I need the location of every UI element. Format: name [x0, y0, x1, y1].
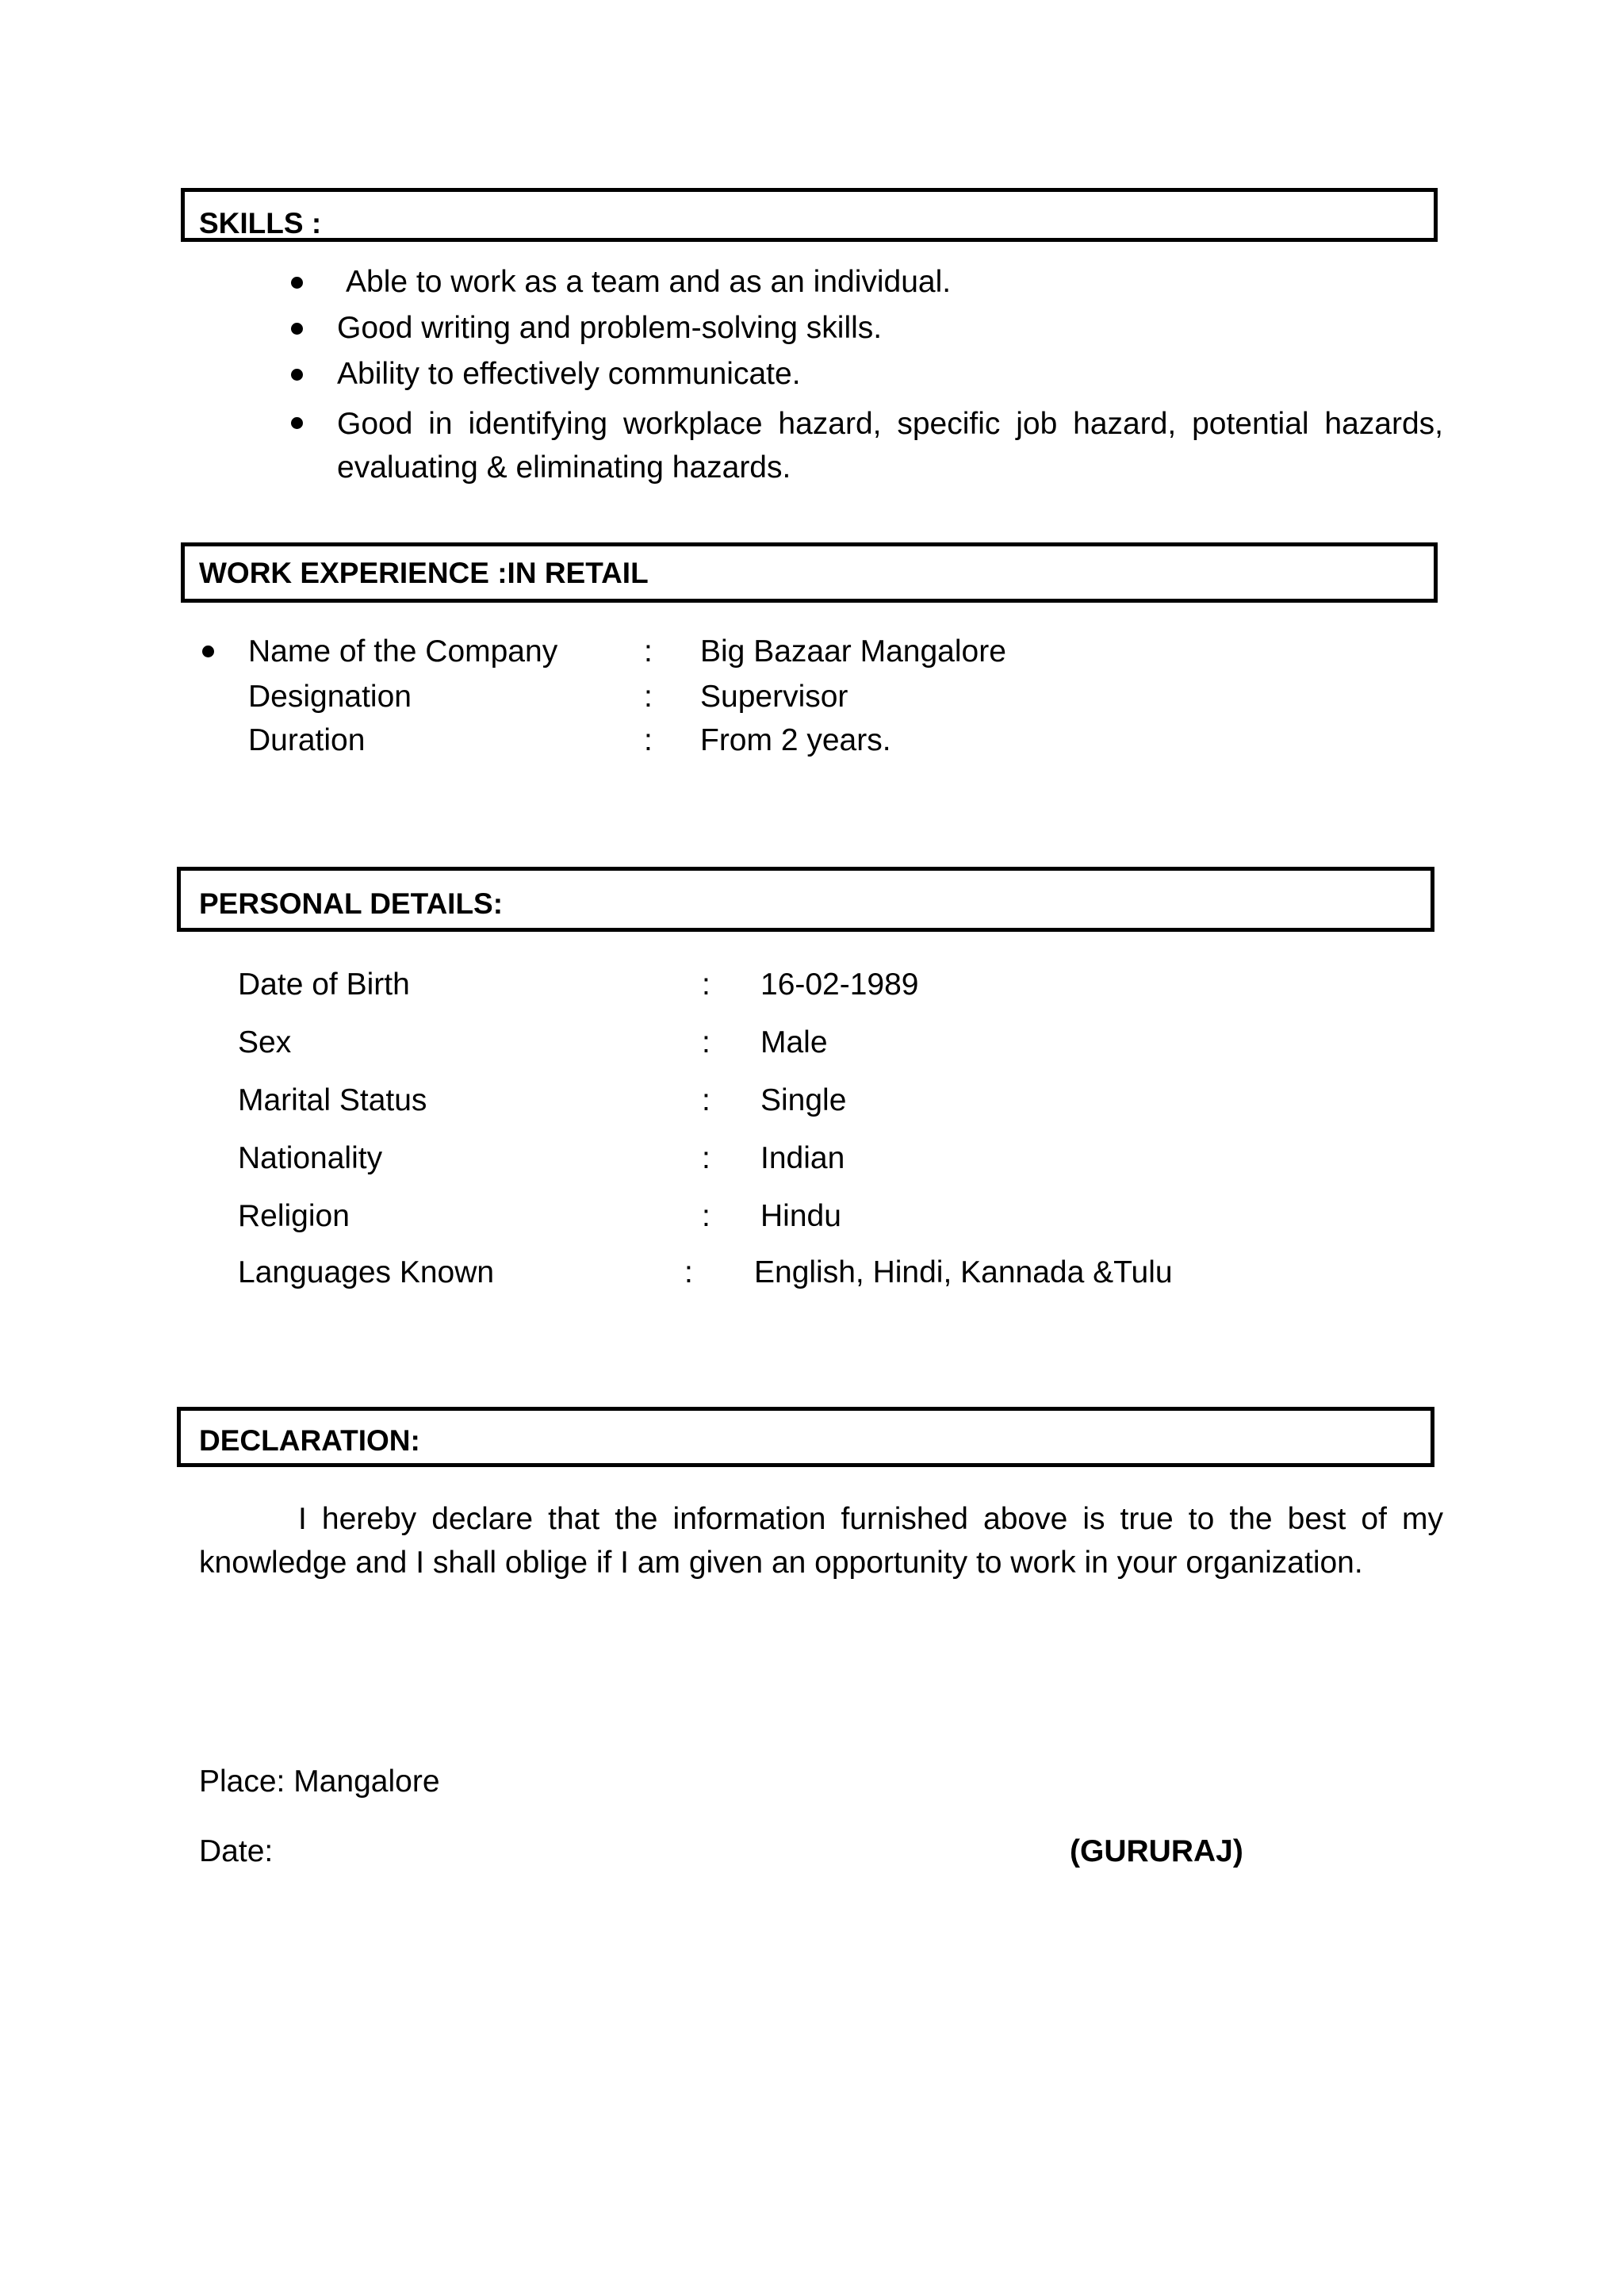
- work-label: Name of the Company: [248, 634, 558, 669]
- signature-name: (GURURAJ): [1070, 1834, 1243, 1868]
- date-line: Date:: [199, 1834, 274, 1868]
- skills-title: SKILLS :: [199, 207, 322, 239]
- skill-item: Good in identifying workplace hazard, specific job hazard, potential hazards, evaluating & eliminating hazards.: [337, 407, 1443, 485]
- skill-item: Able to work as a team and as an individual.: [346, 265, 952, 299]
- personal-value: Indian: [760, 1141, 845, 1175]
- work-value: Supervisor: [700, 680, 848, 714]
- skill-item: Ability to effectively communicate.: [337, 357, 801, 391]
- personal-separator: :: [702, 1141, 710, 1175]
- personal-label: Date of Birth: [238, 967, 410, 1002]
- skills-header-box: [181, 188, 1438, 242]
- bullet-icon: [291, 369, 303, 381]
- work-separator: :: [644, 723, 653, 757]
- skill-item: Good writing and problem-solving skills.: [337, 311, 883, 345]
- personal-value: English, Hindi, Kannada &Tulu: [754, 1255, 1173, 1289]
- work-value: Big Bazaar Mangalore: [700, 634, 1006, 669]
- place-line: Place: Mangalore: [199, 1764, 440, 1799]
- bullet-icon: [291, 323, 303, 335]
- personal-separator: :: [702, 967, 710, 1002]
- personal-label: Sex: [238, 1025, 292, 1059]
- bullet-icon: [202, 646, 214, 657]
- declaration-text: I hereby declare that the information furnished above is true to the best of my knowledge and I shall oblige if I am given an opportunity to work in your organization.: [199, 1502, 1443, 1580]
- personal-details-title: PERSONAL DETAILS:: [199, 887, 504, 920]
- personal-separator: :: [684, 1255, 693, 1289]
- work-label: Designation: [248, 680, 412, 714]
- personal-separator: :: [702, 1025, 710, 1059]
- personal-label: Languages Known: [238, 1255, 495, 1289]
- personal-separator: :: [702, 1083, 710, 1117]
- personal-label: Marital Status: [238, 1083, 427, 1117]
- work-value: From 2 years.: [700, 723, 891, 757]
- work-experience-title: WORK EXPERIENCE :IN RETAIL: [199, 557, 649, 589]
- personal-value: 16-02-1989: [760, 967, 919, 1002]
- personal-label: Religion: [238, 1199, 350, 1233]
- bullet-icon: [291, 417, 303, 429]
- personal-value: Single: [760, 1083, 847, 1117]
- declaration-title: DECLARATION:: [199, 1424, 420, 1457]
- personal-separator: :: [702, 1199, 710, 1233]
- personal-value: Hindu: [760, 1199, 841, 1233]
- bullet-icon: [291, 277, 303, 289]
- personal-label: Nationality: [238, 1141, 383, 1175]
- work-separator: :: [644, 634, 653, 669]
- personal-value: Male: [760, 1025, 828, 1059]
- work-label: Duration: [248, 723, 366, 757]
- work-separator: :: [644, 680, 653, 714]
